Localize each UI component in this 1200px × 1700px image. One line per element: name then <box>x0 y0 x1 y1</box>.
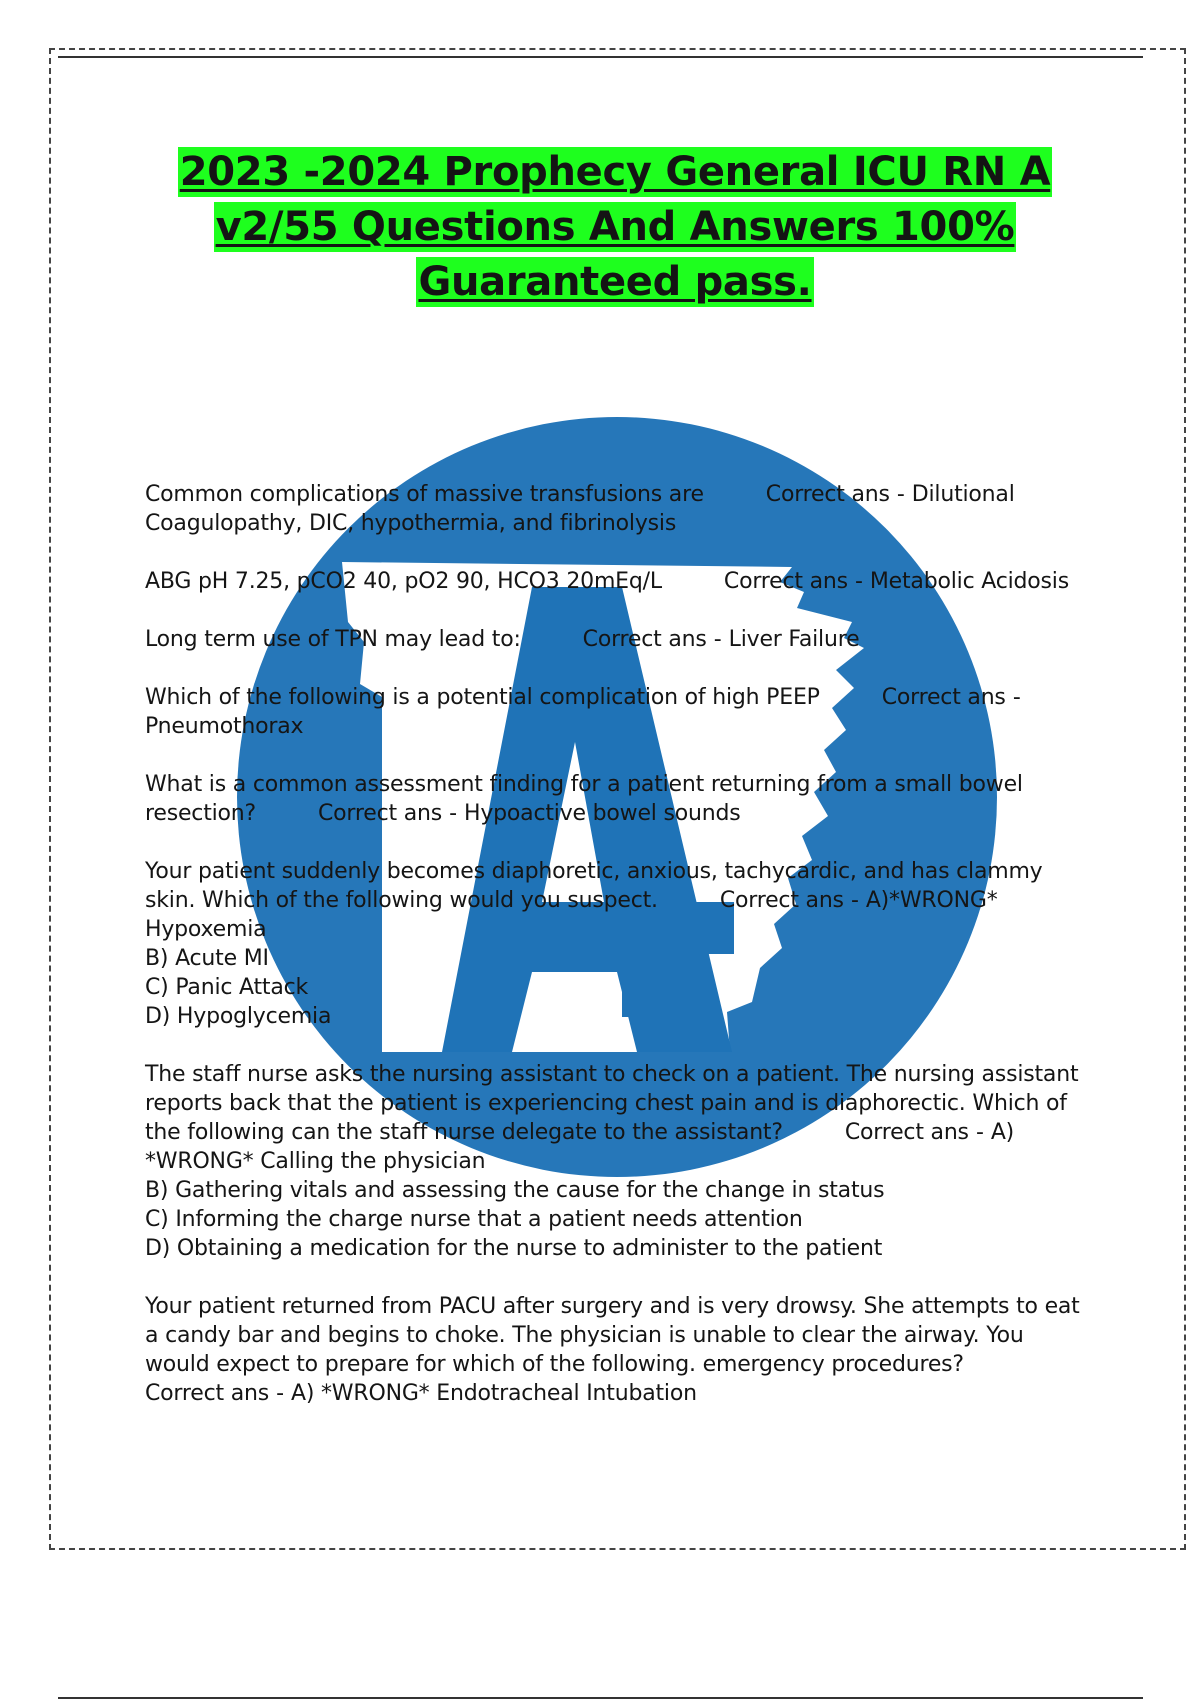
answer-dash: - <box>713 627 722 652</box>
question-text: Which of the following is a potential complication of high PEEP <box>145 685 820 710</box>
question-text: Long term use of TPN may lead to: <box>145 627 521 652</box>
answer-text: A) *WRONG* Endotracheal Intubation <box>290 1381 697 1406</box>
answer-dash: - <box>850 888 859 913</box>
question-text: What is a common assessment finding for a patient returning from a small bowel resection? <box>145 772 1023 826</box>
option-text: C) Panic Attack <box>145 975 309 1000</box>
answer-prefix: Correct ans <box>881 685 1006 710</box>
option-text: B) Acute MI <box>145 946 269 971</box>
answer-prefix: Correct ans <box>318 801 442 826</box>
answer-dash: - <box>855 569 863 594</box>
question-text: ABG pH 7.25, pCO2 40, pO2 90, HCO3 20mEq/L <box>145 569 662 594</box>
bottom-rule <box>58 1697 1143 1699</box>
answer-text: Pneumothorax <box>145 714 304 739</box>
answer-text: A) *WRONG* Calling the physician <box>145 1120 1015 1174</box>
option-text: B) Gathering vitals and assessing the cause for the change in status <box>145 1178 885 1203</box>
answer-dash: - <box>449 801 457 826</box>
option-text: D) Obtaining a medication for the nurse to administer to the patient <box>145 1236 883 1261</box>
answer-dash: - <box>276 1381 284 1406</box>
qa-list <box>145 480 1090 1437</box>
answer-prefix: Correct ans <box>582 627 707 652</box>
answer-text: Hypoactive bowel sounds <box>464 801 741 826</box>
answer-text: A)*WRONG* Hypoxemia <box>145 888 998 942</box>
title-line-1: 2023 -2024 Prophecy General ICU RN A <box>179 149 1051 195</box>
answer-prefix: Correct ans <box>765 482 890 507</box>
top-rule <box>58 56 1143 58</box>
qa-item <box>145 683 1090 741</box>
question-text: Your patient returned from PACU after surgery and is very drowsy. She attempts to eat a candy bar and begins to choke. The physician is unable to clear the airway. You would expect to prepare for which of the following. emergency procedures? <box>145 1294 1080 1377</box>
option-text: C) Informing the charge nurse that a patient needs attention <box>145 1207 803 1232</box>
answer-dash: - <box>896 482 905 507</box>
title-line-3: Guaranteed pass. <box>418 259 812 305</box>
qa-item <box>145 625 1090 654</box>
option-text: D) Hypoglycemia <box>145 1004 332 1029</box>
answer-dash: - <box>1012 685 1021 710</box>
qa-item <box>145 857 1090 1031</box>
title-line-2: v2/55 Questions And Answers 100% <box>215 204 1015 250</box>
answer-prefix: Correct ans <box>145 1381 269 1406</box>
answer-text: Metabolic Acidosis <box>869 569 1069 594</box>
question-text: Your patient suddenly becomes diaphoretic, anxious, tachycardic, and has clammy skin. Which of the following would you suspect. <box>145 859 1043 913</box>
question-text: The staff nurse asks the nursing assistant to check on a patient. The nursing assistant reports back that the patient is experiencing chest pain and is diaphorectic. Which of the following can the staff nurse delegate to the assistant? <box>145 1062 1079 1145</box>
answer-dash: - <box>975 1120 984 1145</box>
answer-text: Dilutional Coagulopathy, DIC, hypothermia, and fibrinolysis <box>145 482 1015 536</box>
qa-item <box>145 567 1090 596</box>
qa-item <box>145 770 1090 828</box>
qa-item <box>145 480 1090 538</box>
answer-text: Liver Failure <box>728 627 860 652</box>
answer-prefix: Correct ans <box>844 1120 969 1145</box>
question-text: Common complications of massive transfusions are <box>145 482 704 507</box>
answer-prefix: Correct ans <box>719 888 844 913</box>
answer-prefix: Correct ans <box>723 569 848 594</box>
document-title <box>110 145 1120 310</box>
qa-item <box>145 1060 1090 1263</box>
qa-item <box>145 1292 1090 1408</box>
